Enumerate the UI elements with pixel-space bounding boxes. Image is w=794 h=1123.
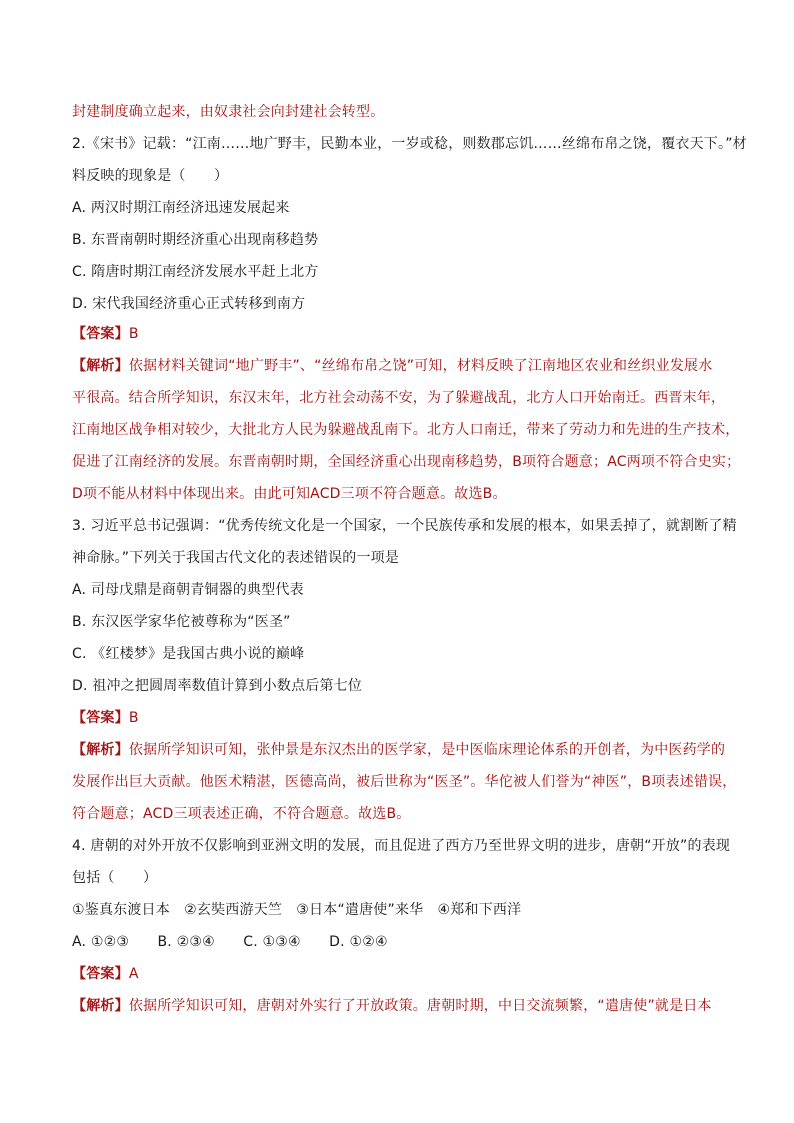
question-4-stem bbox=[72, 836, 731, 856]
option-a bbox=[72, 580, 724, 600]
line-text: 包括（ ） bbox=[72, 870, 158, 886]
answer-line bbox=[72, 324, 724, 344]
line-text: 依据所学知识可知，唐朝对外实行了开放政策。唐朝时期，中日交流频繁，“遣唐使”就是日本 bbox=[128, 998, 712, 1014]
option-d bbox=[72, 294, 724, 314]
question-4-options bbox=[72, 932, 724, 952]
analysis-line bbox=[72, 420, 740, 440]
line-text: 平很高。结合所学知识，东汉末年，北方社会动荡不安，为了躲避战乱，北方人口开始南迁。西晋末年， bbox=[72, 390, 726, 406]
line-text: ①鉴真东渡日本 ②玄奘西游天竺 ③日本“遣唐使”来华 ④郑和下西洋 bbox=[72, 902, 522, 918]
line-text: 符合题意；ACD三项表述正确，不符合题意。故选B。 bbox=[72, 806, 411, 822]
answer-label: 【答案】 bbox=[72, 966, 129, 982]
line-text: A. ①②③ B. ②③④ C. ①③④ D. ①②④ bbox=[72, 934, 388, 950]
analysis-line bbox=[72, 740, 724, 760]
question-3-stem bbox=[72, 516, 737, 536]
analysis-label: 【解析】 bbox=[72, 358, 129, 374]
analysis-line bbox=[72, 804, 724, 824]
option-a bbox=[72, 198, 724, 218]
line-text: 4. 唐朝的对外开放不仅影响到亚洲文明的发展，而且促进了西方乃至世界文明的进步，唐朝“开放”的表现 bbox=[72, 838, 731, 854]
option-c bbox=[72, 644, 724, 664]
question-4-items bbox=[72, 900, 724, 920]
analysis-line bbox=[72, 356, 724, 376]
analysis-label: 【解析】 bbox=[72, 742, 129, 758]
line-text: 封建制度确立起来，由奴隶社会向封建社会转型。 bbox=[72, 104, 385, 120]
answer-label: 【答案】 bbox=[72, 326, 129, 342]
line-text: A. 两汉时期江南经济迅速发展起来 bbox=[72, 200, 290, 216]
question-4-stem-cont bbox=[72, 868, 724, 888]
line-text: D. 宋代我国经济重心正式转移到南方 bbox=[72, 296, 306, 312]
line-text: 发展作出巨大贡献。他医术精湛，医德高尚，被后世称为“医圣”。华佗被人们誉为“神医”，B项表述错误， bbox=[72, 774, 737, 790]
option-d bbox=[72, 676, 724, 696]
question-2-stem-cont bbox=[72, 166, 724, 186]
answer-line bbox=[72, 964, 724, 984]
analysis-label: 【解析】 bbox=[72, 998, 129, 1014]
analysis-line bbox=[72, 772, 737, 792]
line-text: 依据所学知识可知，张仲景是东汉杰出的医学家，是中医临床理论体系的开创者，为中医药学的 bbox=[128, 742, 726, 758]
answer-value: A bbox=[128, 966, 139, 982]
answer-value: B bbox=[128, 326, 139, 342]
line-text: B. 东汉医学家华佗被尊称为“医圣” bbox=[72, 614, 291, 630]
line-text: D项不能从材料中体现出来。由此可知ACD三项不符合题意。故选B。 bbox=[72, 486, 507, 502]
line-text: C. 隋唐时期江南经济发展水平赶上北方 bbox=[72, 264, 319, 280]
line-text: 依据材料关键词“地广野丰”、“丝绵布帛之饶”可知，材料反映了江南地区农业和丝织业发展水 bbox=[128, 358, 713, 374]
analysis-line bbox=[72, 452, 741, 472]
line-text: A. 司母戊鼎是商朝青铜器的典型代表 bbox=[72, 582, 304, 598]
analysis-line bbox=[72, 102, 724, 122]
analysis-line bbox=[72, 388, 724, 408]
line-text: B. 东晋南朝时期经济重心出现南移趋势 bbox=[72, 232, 319, 248]
line-text: 江南地区战争相对较少，大批北方人民为躲避战乱南下。北方人口南迁，带来了劳动力和先进的生产技术， bbox=[72, 422, 740, 438]
analysis-line bbox=[72, 484, 724, 504]
answer-value: B bbox=[128, 710, 139, 726]
line-text: 3. 习近平总书记强调：“优秀传统文化是一个国家，一个民族传承和发展的根本，如果丢掉了，就割断了精 bbox=[72, 518, 737, 534]
line-text: 2.《宋书》记载：“江南……地广野丰，民勤本业，一岁或稔，则数郡忘饥……丝绵布帛之饶，覆衣天下。”材 bbox=[72, 136, 747, 152]
line-text: D. 祖冲之把圆周率数值计算到小数点后第七位 bbox=[72, 678, 363, 694]
analysis-line bbox=[72, 996, 724, 1016]
option-c bbox=[72, 262, 724, 282]
answer-label: 【答案】 bbox=[72, 710, 129, 726]
question-3-stem-cont bbox=[72, 548, 724, 568]
option-b bbox=[72, 612, 724, 632]
line-text: C. 《红楼梦》是我国古典小说的巅峰 bbox=[72, 646, 305, 662]
option-b bbox=[72, 230, 724, 250]
line-text: 料反映的现象是（ ） bbox=[72, 168, 229, 184]
line-text: 促进了江南经济的发展。东晋南朝时期，全国经济重心出现南移趋势，B项符合题意；AC两项不符合史实； bbox=[72, 454, 741, 470]
line-text: 神命脉。”下列关于我国古代文化的表述错误的一项是 bbox=[72, 550, 400, 566]
answer-line bbox=[72, 708, 724, 728]
question-2-stem bbox=[72, 134, 747, 154]
